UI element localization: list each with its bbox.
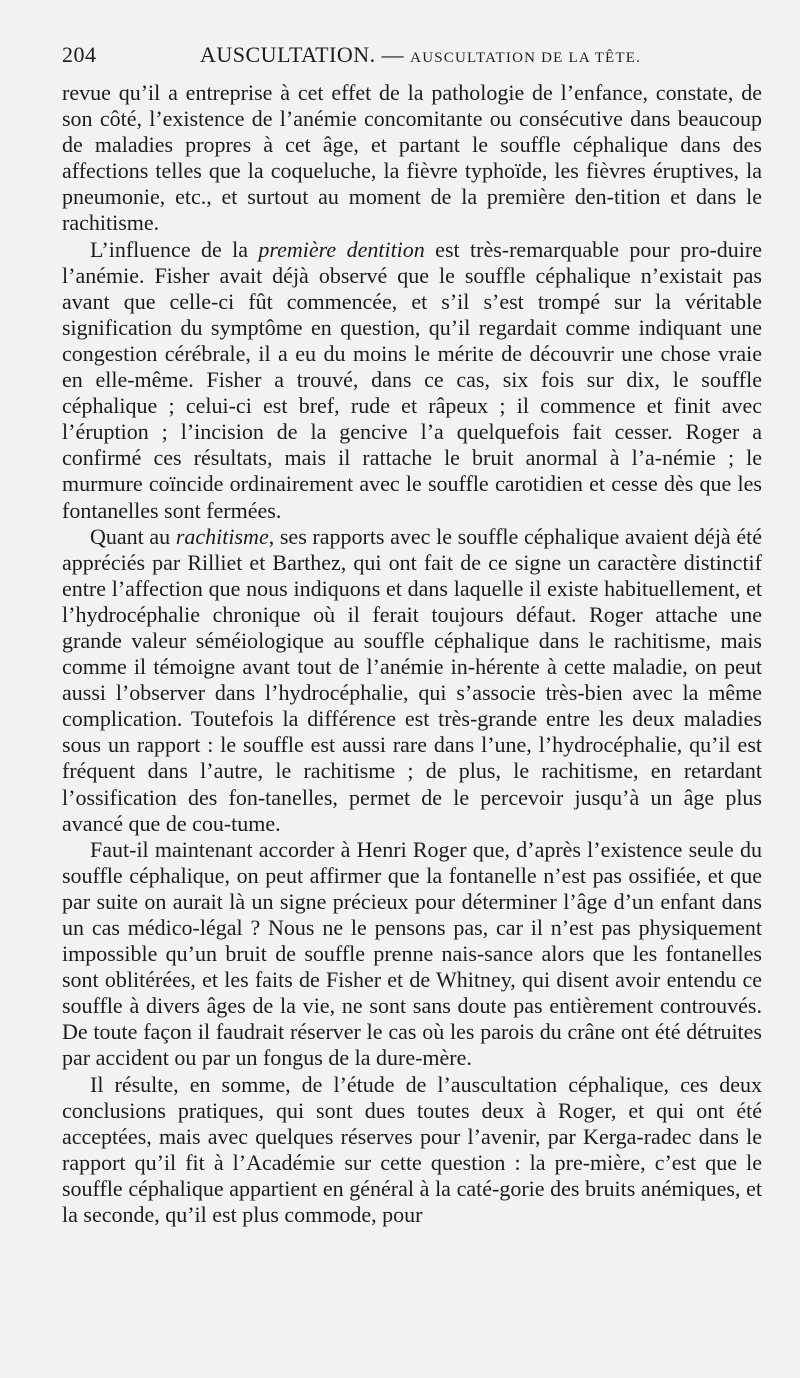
body-text xyxy=(62,80,762,1228)
running-header xyxy=(62,38,760,72)
paragraph xyxy=(62,80,762,237)
running-title-sub: AUSCULTATION DE LA TÊTE. xyxy=(410,50,642,66)
paragraph-text: est très-remarquable pour pro-duire l’anémie. Fisher avait déjà observé que le souffle céphalique n’existait pas avant que celle-ci fût commencée, et s’il s’est trompé sur la véritable signification du symptôme en question, qu’il regardait comme indiquant une congestion cérébrale, il a eu du moins le mérite de découvrir une chose vraie en elle-même. Fisher a trouvé, dans ce cas, six fois sur dix, le souffle céphalique ; celui-ci est bref, rude et râpeux ; il commence et finit avec l’éruption ; l’incision de la gencive l’a quelquefois fait cesser. Roger a confirmé ces résultats, mais il rattache le bruit anormal à l’a-némie ; le murmure coïncide ordinairement avec le souffle carotidien et cesse dès que les fontanelles sont fermées. xyxy=(62,236,762,523)
italic-term: rachitisme xyxy=(175,523,269,549)
paragraph xyxy=(62,237,762,524)
running-title xyxy=(200,42,641,68)
paragraph xyxy=(62,524,762,837)
paragraph-text: revue qu’il a entreprise à cet effet de la pathologie de l’enfance, constate, de son côté, l’existence de l’anémie concomitante ou consécutive dans beaucoup de maladies propres à cet âge, et partant le souffle céphalique dans des affections telles que la coqueluche, la fièvre typhoïde, les fièvres éruptives, la pneumonie, etc., et surtout au moment de la première den-tition et dans le rachitisme. xyxy=(62,80,762,236)
paragraph-text: L’influence de la xyxy=(90,236,259,262)
running-title-main: AUSCULTATION. — xyxy=(200,42,405,67)
italic-term: première dentition xyxy=(258,236,425,262)
paragraph-text: Faut-il maintenant accorder à Henri Roger que, d’après l’existence seule du souffle céphalique, on peut affirmer que la fontanelle n’est pas ossifiée, et que par suite on aurait là un signe précieux pour déterminer l’âge d’un enfant dans un cas médico-légal ? Nous ne le pensons pas, car il n’est pas physiquement impossible qu’un bruit de souffle prenne nais-sance alors que les fontanelles sont oblitérées, et les faits de Fisher et de Whitney, qui disent avoir entendu ce souffle à divers âges de la vie, ne sont sans doute pas entièrement controuvés. De toute façon il faudrait réserver le cas où les parois du crâne ont été détruites par accident ou par un fongus de la dure-mère. xyxy=(62,836,762,1071)
paragraph-text: Il résulte, en somme, de l’étude de l’auscultation céphalique, ces deux conclusions pratiques, qui sont dues toutes deux à Roger, et qui ont été acceptées, mais avec quelques réserves pour l’avenir, par Kerga-radec dans le rapport qu’il fit à l’Académie sur cette question : la pre-mière, c’est que le souffle céphalique appartient en général à la caté-gorie des bruits anémiques, et la seconde, qu’il est plus commode, pour xyxy=(62,1071,762,1228)
paragraph xyxy=(62,1072,762,1229)
paragraph-text: Quant au xyxy=(90,523,176,549)
page-number: 204 xyxy=(62,42,97,67)
paragraph xyxy=(62,837,762,1072)
paragraph-text: , ses rapports avec le souffle céphalique avaient déjà été appréciés par Rilliet et Barthez, qui ont fait de ce signe un caractère distinctif entre l’affection que nous indiquons et dans laquelle il existe habituellement, et l’hydrocéphalie chronique où il ferait toujours défaut. Roger attache une grande valeur séméiologique au souffle céphalique dans le rachitisme, mais comme il témoigne avant tout de l’anémie in-hérente à cette maladie, on peut aussi l’observer dans l’hydrocéphalie, qui s’associe très-bien avec la même complication. Toutefois la différence est très-grande entre les deux maladies sous un rapport : le souffle est aussi rare dans l’une, l’hydrocéphalie, qu’il est fréquent dans l’autre, le rachitisme ; de plus, le rachitisme, en retardant l’ossification des fon-tanelles, permet de le percevoir jusqu’à un âge plus avancé que de cou-tume. xyxy=(62,523,762,836)
